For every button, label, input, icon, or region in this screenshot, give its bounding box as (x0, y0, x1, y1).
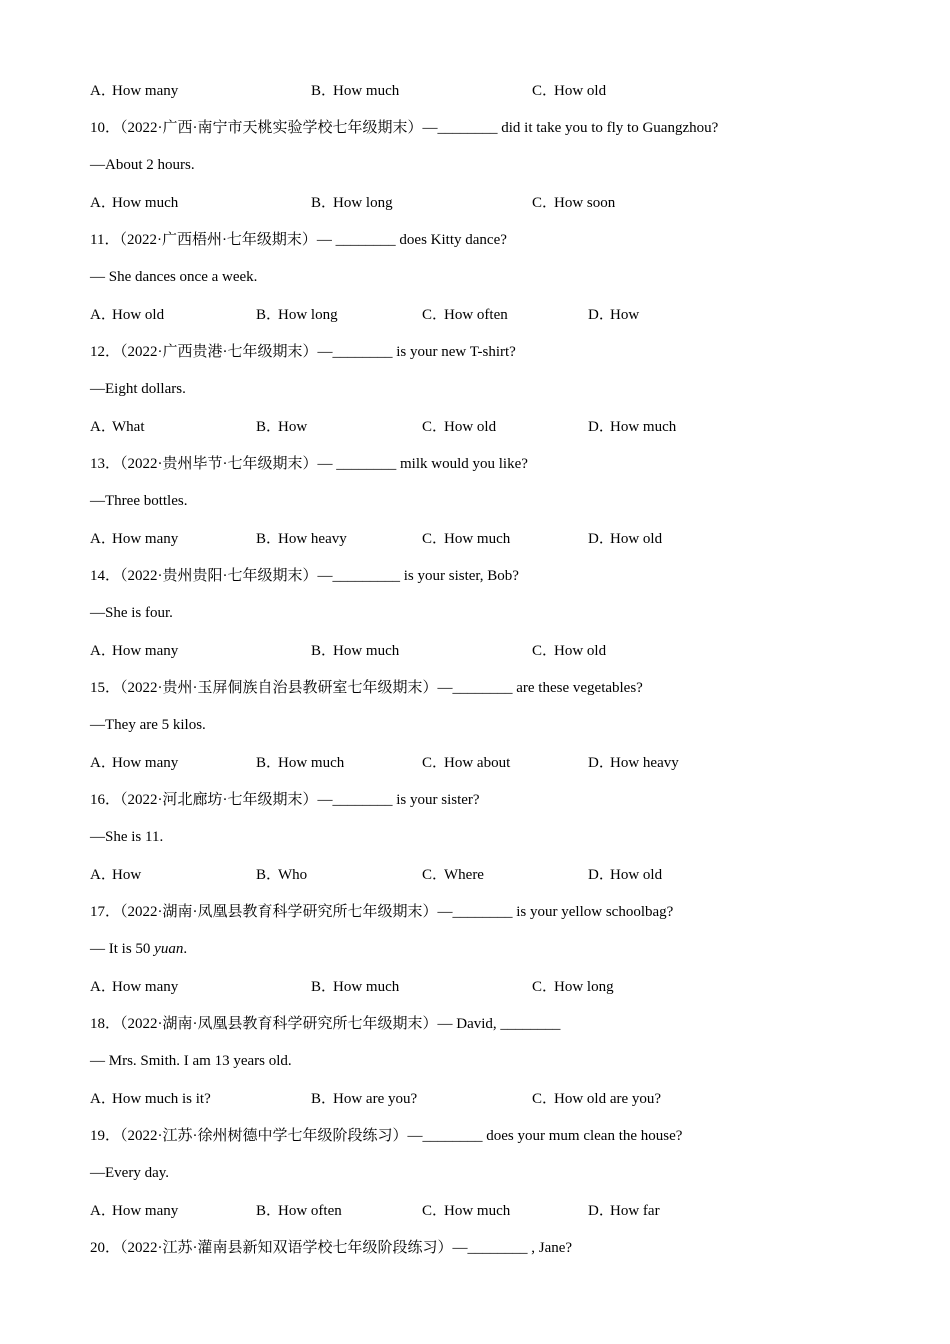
q16-stem: 16．（2022·河北廊坊·七年级期末）—________ is your sister? (90, 792, 480, 808)
q11-option-c[interactable]: C．How often (422, 307, 508, 323)
q17-option-a[interactable]: A．How many (90, 979, 179, 995)
q15-option-d[interactable]: D．How heavy (588, 755, 679, 771)
q10-answer: —About 2 hours. (90, 157, 195, 173)
q16-answer: —She is 11. (90, 829, 164, 845)
q18-answer: — Mrs. Smith. I am 13 years old. (90, 1053, 292, 1069)
q13-option-a[interactable]: A．How many (90, 531, 179, 547)
q14-option-b[interactable]: B．How much (311, 643, 400, 659)
q14-stem: 14．（2022·贵州贵阳·七年级期末）—_________ is your sister, Bob? (90, 568, 519, 584)
q10-option-b[interactable]: B．How long (311, 195, 393, 211)
q15-answer: —They are 5 kilos. (90, 717, 206, 733)
q17-option-b[interactable]: B．How much (311, 979, 400, 995)
q12-option-a[interactable]: A．What (90, 419, 145, 435)
q15-option-c[interactable]: C．How about (422, 755, 511, 771)
q10-stem: 10．（2022·广西·南宁市天桃实验学校七年级期末）—________ did it take you to fly to Guangzhou? (90, 120, 719, 136)
q19-option-c[interactable]: C．How much (422, 1203, 511, 1219)
q11-stem: 11．（2022·广西梧州·七年级期末）— ________ does Kitty dance? (90, 232, 507, 248)
q17-option-c[interactable]: C．How long (532, 979, 614, 995)
q17-answer: — It is 50 yuan. (90, 941, 188, 957)
q12-answer: —Eight dollars. (90, 381, 186, 397)
q13-option-d[interactable]: D．How old (588, 531, 663, 547)
q19-option-b[interactable]: B．How often (256, 1203, 342, 1219)
q16-option-d[interactable]: D．How old (588, 867, 663, 883)
q11-option-d[interactable]: D．How (588, 307, 640, 323)
q19-option-a[interactable]: A．How many (90, 1203, 179, 1219)
q12-option-b[interactable]: B．How (256, 419, 308, 435)
q12-option-d[interactable]: D．How much (588, 419, 677, 435)
q16-option-c[interactable]: C．Where (422, 867, 484, 883)
q10-option-a[interactable]: A．How much (90, 195, 179, 211)
q14-answer: —She is four. (90, 605, 173, 621)
q11-answer: — She dances once a week. (90, 269, 258, 285)
q13-option-c[interactable]: C．How much (422, 531, 511, 547)
q17-stem: 17．（2022·湖南·凤凰县教育科学研究所七年级期末）—________ is your yellow schoolbag? (90, 904, 674, 920)
q9-option-b[interactable]: B．How much (311, 83, 400, 99)
q15-option-a[interactable]: A．How many (90, 755, 179, 771)
q19-stem: 19．（2022·江苏·徐州树德中学七年级阶段练习）—________ does your mum clean the house? (90, 1128, 683, 1144)
q18-option-b[interactable]: B．How are you? (311, 1091, 418, 1107)
q12-option-c[interactable]: C．How old (422, 419, 497, 435)
q11-option-b[interactable]: B．How long (256, 307, 338, 323)
q13-answer: —Three bottles. (90, 493, 188, 509)
q9-option-a[interactable]: A．How many (90, 83, 179, 99)
q9-option-c[interactable]: C．How old (532, 83, 607, 99)
q20-stem: 20．（2022·江苏·灌南县新知双语学校七年级阶段练习）—________ , Jane? (90, 1240, 573, 1256)
q15-option-b[interactable]: B．How much (256, 755, 345, 771)
q14-option-a[interactable]: A．How many (90, 643, 179, 659)
q18-stem: 18．（2022·湖南·凤凰县教育科学研究所七年级期末）— David, ________ (90, 1016, 561, 1032)
q19-option-d[interactable]: D．How far (588, 1203, 660, 1219)
q10-option-c[interactable]: C．How soon (532, 195, 616, 211)
q14-option-c[interactable]: C．How old (532, 643, 607, 659)
q13-stem: 13．（2022·贵州毕节·七年级期末）— ________ milk would you like? (90, 456, 528, 472)
q18-option-a[interactable]: A．How much is it? (90, 1091, 211, 1107)
q15-stem: 15．（2022·贵州·玉屏侗族自治县教研室七年级期末）—________ are these vegetables? (90, 680, 643, 696)
q12-stem: 12．（2022·广西贵港·七年级期末）—________ is your new T-shirt? (90, 344, 516, 360)
q11-option-a[interactable]: A．How old (90, 307, 165, 323)
q16-option-a[interactable]: A．How (90, 867, 142, 883)
q16-option-b[interactable]: B．Who (256, 867, 308, 883)
q13-option-b[interactable]: B．How heavy (256, 531, 347, 547)
q19-answer: —Every day. (90, 1165, 169, 1181)
q18-option-c[interactable]: C．How old are you? (532, 1091, 662, 1107)
